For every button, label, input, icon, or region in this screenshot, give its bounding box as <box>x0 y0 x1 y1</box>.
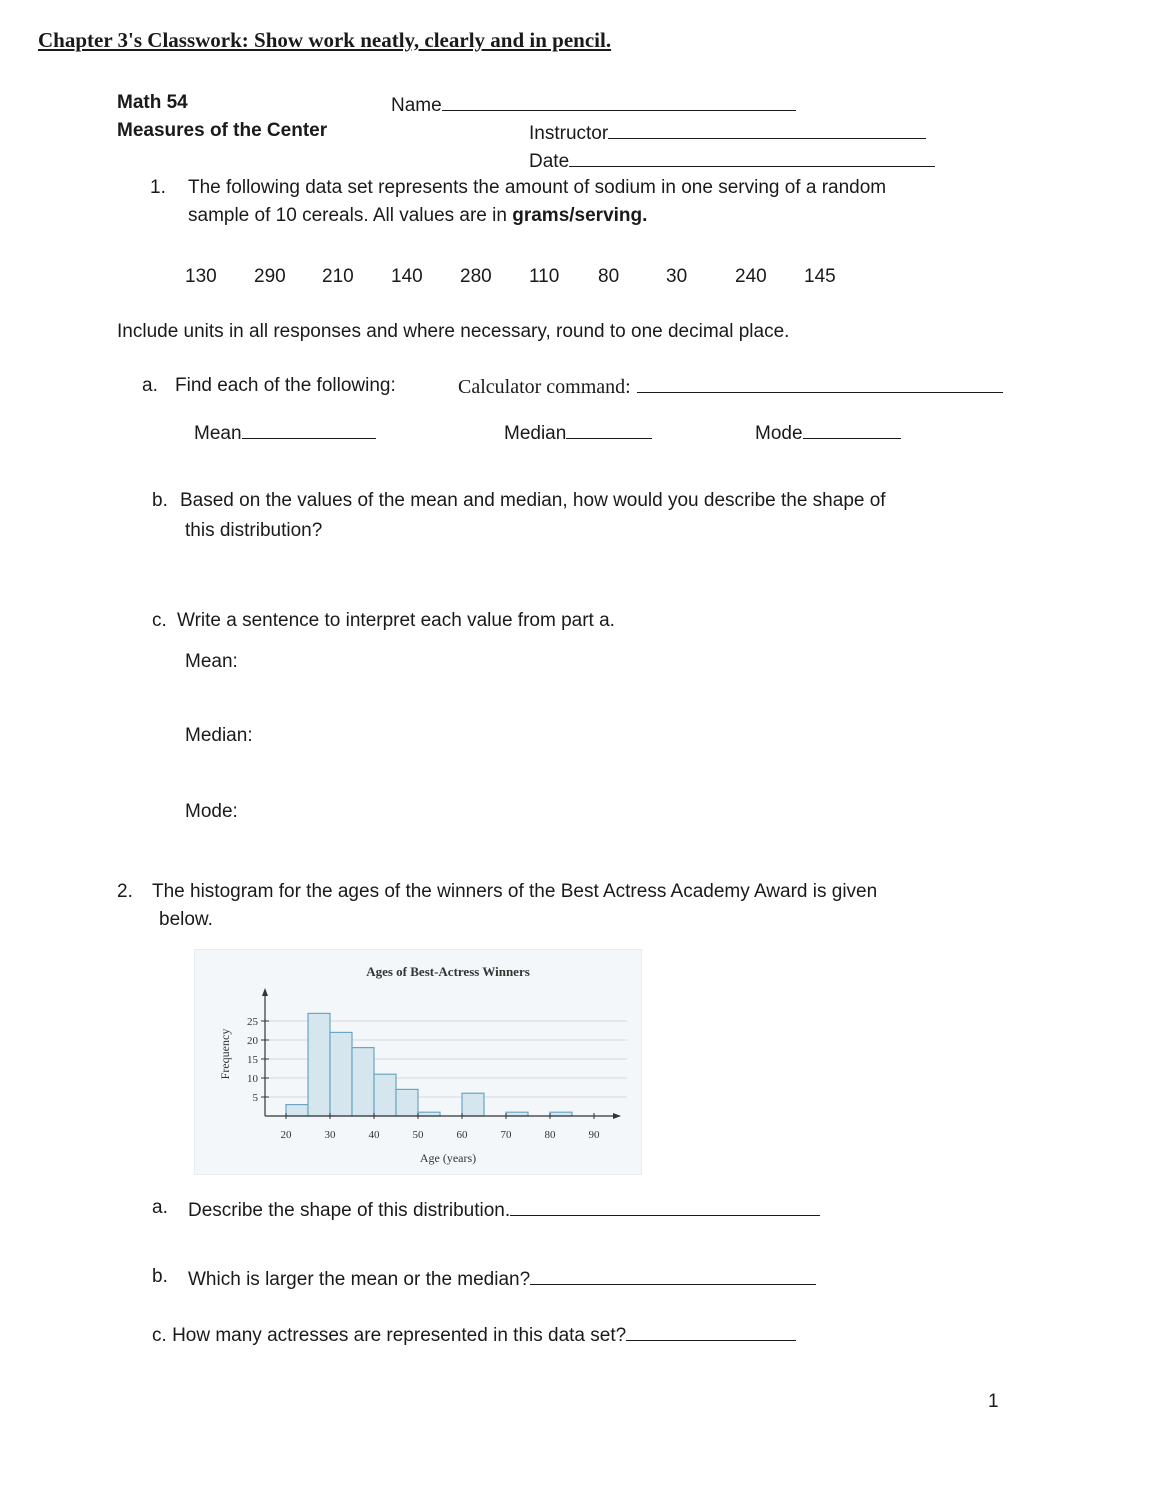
x-tick-label: 40 <box>368 1129 380 1141</box>
q1-prompt-line1: The following data set represents the amount of sodium in one serving of a random <box>188 177 887 198</box>
q2c-label: c. <box>152 1325 167 1346</box>
y-axis-arrow <box>262 988 268 996</box>
q2a-blank[interactable] <box>510 1197 820 1216</box>
histogram-bar <box>286 1105 308 1116</box>
q2-prompt-line1: The histogram for the ages of the winners of the Best Actress Academy Award is given <box>152 881 878 902</box>
mode-label: Mode <box>755 423 803 444</box>
page-title: Chapter 3's Classwork: Show work neatly, clearly and in pencil. <box>38 28 612 52</box>
q2-number: 2. <box>117 881 133 902</box>
histogram-bar <box>330 1032 352 1116</box>
y-tick-label: 5 <box>252 1092 258 1104</box>
q1b-line2: this distribution? <box>185 520 323 541</box>
y-tick-label: 20 <box>247 1035 258 1047</box>
x-tick-label: 80 <box>544 1129 556 1141</box>
q2a-field[interactable] <box>188 1197 820 1222</box>
x-tick-label: 60 <box>456 1129 468 1141</box>
interpret-mean-label: Mean: <box>185 651 238 672</box>
mean-blank[interactable] <box>242 420 376 439</box>
data-value: 110 <box>529 266 560 287</box>
q1a-label: a. <box>142 375 158 396</box>
data-value: 130 <box>185 266 217 287</box>
instructor-blank[interactable] <box>608 120 926 139</box>
interpret-mode-label: Mode: <box>185 801 238 822</box>
calculator-command-blank[interactable] <box>637 374 1003 393</box>
q1c-label: c. <box>152 610 167 631</box>
x-tick-label: 70 <box>500 1129 512 1141</box>
q2a-text: Describe the shape of this distribution. <box>188 1200 511 1221</box>
page-number: 1 <box>988 1391 999 1412</box>
data-value: 290 <box>254 266 286 287</box>
interpret-median-label: Median: <box>185 725 253 746</box>
q1-units: grams/serving. <box>512 205 648 226</box>
course-name: Math 54 <box>117 92 188 113</box>
y-axis-label: Frequency <box>218 1028 232 1080</box>
histogram-bar <box>396 1089 418 1116</box>
date-blank[interactable] <box>569 148 935 167</box>
histogram-chart <box>195 950 641 1174</box>
q1b-label: b. <box>152 490 168 511</box>
data-value: 80 <box>598 266 620 287</box>
histogram-bars <box>286 1013 572 1116</box>
median-blank[interactable] <box>566 420 652 439</box>
histogram-bar <box>352 1048 374 1116</box>
name-field[interactable] <box>391 92 796 117</box>
mean-label: Mean <box>194 423 242 444</box>
mean-field[interactable] <box>194 420 376 445</box>
data-value: 280 <box>460 266 492 287</box>
data-value: 240 <box>735 266 767 287</box>
histogram-bar <box>462 1093 484 1116</box>
histogram-bar <box>308 1013 330 1116</box>
y-tick-label: 10 <box>247 1073 258 1085</box>
q2-prompt-line2: below. <box>159 909 213 930</box>
x-tick-label: 20 <box>280 1129 292 1141</box>
name-blank[interactable] <box>442 92 796 111</box>
calculator-command-field[interactable] <box>458 374 1003 398</box>
instructor-field[interactable] <box>529 120 926 145</box>
q2c-text: How many actresses are represented in this data set? <box>172 1325 627 1346</box>
q2b-field[interactable] <box>188 1266 816 1291</box>
mode-field[interactable] <box>755 420 901 445</box>
date-label: Date <box>529 151 570 172</box>
calculator-command-label: Calculator command: <box>458 376 631 398</box>
data-value: 210 <box>322 266 354 287</box>
q2b-text: Which is larger the mean or the median? <box>188 1269 531 1290</box>
histogram-bar <box>374 1074 396 1116</box>
name-label: Name <box>391 95 442 116</box>
q1-prompt-line2-text: sample of 10 cereals. All values are in <box>188 205 513 226</box>
q2c-field[interactable] <box>152 1322 796 1347</box>
q1-prompt-line2 <box>188 205 647 227</box>
chart-title: Ages of Best-Actress Winners <box>366 964 530 979</box>
q2c-blank[interactable] <box>626 1322 796 1341</box>
x-tick-label: 90 <box>588 1129 600 1141</box>
x-tick-label: 50 <box>412 1129 424 1141</box>
q2b-label: b. <box>152 1266 168 1287</box>
q1c-text: Write a sentence to interpret each value from part a. <box>177 610 615 631</box>
data-value: 145 <box>804 266 836 287</box>
data-value: 30 <box>666 266 688 287</box>
date-field[interactable] <box>529 148 935 173</box>
mode-blank[interactable] <box>803 420 901 439</box>
q2b-blank[interactable] <box>530 1266 816 1285</box>
median-label: Median <box>504 423 567 444</box>
x-axis-label: Age (years) <box>419 1151 477 1165</box>
y-tick-label: 15 <box>247 1054 258 1066</box>
x-tick-label: 30 <box>324 1129 336 1141</box>
median-field[interactable] <box>504 420 652 445</box>
x-axis-arrow <box>613 1113 621 1119</box>
y-tick-label: 25 <box>247 1016 258 1028</box>
q1-number: 1. <box>150 177 166 198</box>
q1a-text: Find each of the following: <box>175 375 396 396</box>
q1b-line1: Based on the values of the mean and median, how would you describe the shape of <box>180 490 886 511</box>
histogram-figure <box>194 949 642 1175</box>
tick-labels <box>218 964 600 1165</box>
data-value: 140 <box>391 266 423 287</box>
topic-name: Measures of the Center <box>117 120 328 141</box>
instructor-label: Instructor <box>529 123 609 144</box>
q2a-label: a. <box>152 1197 168 1218</box>
instructions: Include units in all responses and where necessary, round to one decimal place. <box>117 321 790 342</box>
